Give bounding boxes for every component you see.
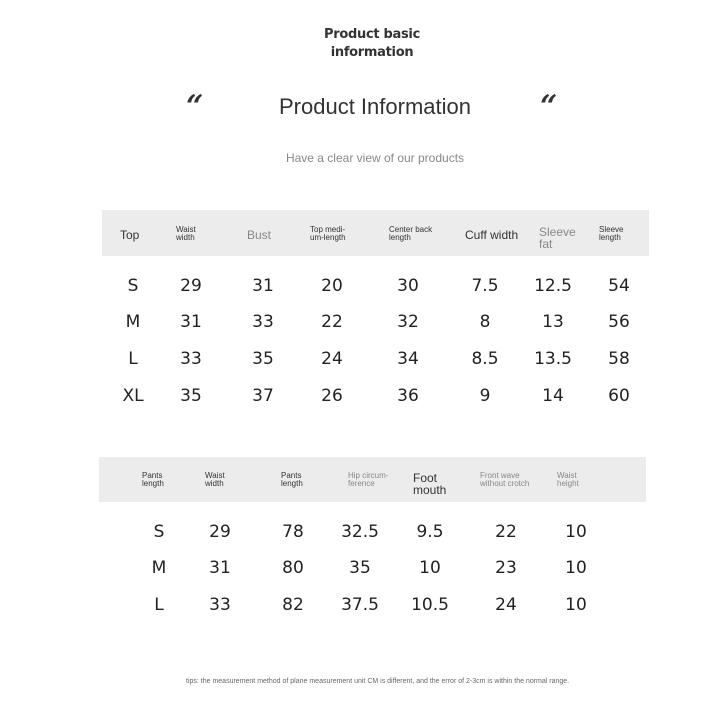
top-table-header-2-line: Bust [247,228,272,242]
top-table-cell: 22 [321,312,343,332]
bottom-table-header-6 [557,472,579,488]
top-table-header-1-line: width [176,233,195,242]
bottom-table-header-2-line: Pants [281,471,302,480]
top-table-cell: 35 [252,349,274,369]
bottom-table-cell: M [151,558,167,578]
top-table-header-7 [599,226,623,242]
top-table-cell: 8 [479,312,491,332]
bottom-table-header-3-line: Hip circum- [348,471,389,480]
bottom-table-cell: 10 [419,558,441,578]
top-table-cell: L [128,349,138,369]
bottom-table-cell: 78 [282,522,304,542]
bottom-table-cell: 35 [349,558,371,578]
top-table-cell: 31 [180,312,202,332]
bottom-table-header-0-line: Pants [142,471,163,480]
top-table-header-0 [120,229,139,241]
bottom-table-cell: L [154,595,164,615]
bottom-table-header-5-line: without crotch [480,479,530,488]
top-table-header-3-line: Top medi- [310,225,346,234]
bottom-table-header-6-line: height [557,479,579,488]
bottom-table-cell: 22 [495,522,517,542]
bottom-table-cell: 10 [565,595,587,615]
bottom-table-header-1-line: Waist [205,471,225,480]
top-table-cell: 33 [180,349,202,369]
bottom-table-cell: 33 [209,595,231,615]
top-table-cell: 9 [479,386,491,406]
top-table-cell: S [127,276,139,296]
top-table-header-4-line: length [389,233,411,242]
top-table-header-7-line: length [599,233,621,242]
top-table-cell: 7.5 [471,276,499,296]
top-table-header-2 [247,229,271,241]
bottom-table-header-2 [281,472,303,488]
bottom-table-cell: S [153,522,165,542]
bottom-table-cell: 24 [495,595,517,615]
top-table-cell: 24 [321,349,343,369]
bottom-table-cell: 80 [282,558,304,578]
top-table-header-5-line: Cuff width [465,228,519,242]
bottom-table-cell: 32.5 [341,522,379,542]
bottom-table-header-3-line: ference [348,479,375,488]
bottom-table-header-4-line: mouth [413,483,447,497]
bottom-table-header-4 [413,472,446,496]
bottom-table-header-2-line: length [281,479,303,488]
bottom-table-header-0-line: length [142,479,164,488]
top-table-header-6-line: Sleeve [539,225,576,239]
top-table-cell: 12.5 [534,276,572,296]
top-table-cell: M [125,312,141,332]
top-table-cell: 56 [608,312,630,332]
top-table-header-5 [465,229,518,241]
top-table-header-1 [176,226,196,242]
top-table-header-6-line: fat [539,237,553,251]
top-table-header-3 [310,226,346,242]
basic-info-line-2: information [330,45,414,60]
top-table-cell: 58 [608,349,630,369]
top-table-cell: 35 [180,386,202,406]
bottom-table-header-5 [480,472,529,488]
page-subtitle: Have a clear view of our products [285,151,465,165]
bottom-table-cell: 31 [209,558,231,578]
bottom-table-header-1-line: width [205,479,224,488]
bottom-table-header-3 [348,472,388,488]
top-table-cell: 13 [542,312,564,332]
bottom-table-cell: 23 [495,558,517,578]
top-table-header-3-line: um-length [310,233,346,242]
bottom-table-header-0 [142,472,164,488]
bottom-table-cell: 9.5 [416,522,444,542]
top-table-cell: 54 [608,276,630,296]
tips-note: tips: the measurement method of plane measurement unit CM is different, and the error of 2-3cm is within the normal range. [186,678,570,685]
bottom-table-cell: 37.5 [341,595,379,615]
product-basic-info-heading [0,26,724,62]
top-table-header-1-line: Waist [176,225,196,234]
bottom-table-cell: 82 [282,595,304,615]
basic-info-line-1: Product basic [324,27,420,42]
top-table-cell: 33 [252,312,274,332]
bottom-table-header-4-line: Foot [413,471,438,485]
top-table-cell: 14 [542,386,564,406]
bottom-table-cell: 10 [565,522,587,542]
bottom-table-header-5-line: Front wave [480,471,520,480]
left-quote-mark: “ [186,89,204,124]
top-table-header-4 [389,226,432,242]
top-table-cell: 20 [321,276,343,296]
top-table-header-4-line: Center back [389,225,433,234]
right-quote-mark: “ [540,89,558,124]
top-table-cell: XL [122,386,144,406]
top-table-cell: 34 [397,349,419,369]
top-table-cell: 29 [180,276,202,296]
top-table-cell: 26 [321,386,343,406]
top-table-cell: 32 [397,312,419,332]
top-table-header-0-line: Top [120,228,140,242]
bottom-table-header-6-line: Waist [557,471,577,480]
bottom-table-cell: 10.5 [411,595,449,615]
top-table-cell: 31 [252,276,274,296]
top-table-cell: 30 [397,276,419,296]
top-table-cell: 8.5 [471,349,499,369]
top-table-cell: 37 [252,386,274,406]
top-table-cell: 13.5 [534,349,572,369]
top-table-header-6 [539,226,576,250]
bottom-table-header-1 [205,472,225,488]
page-title: Product Information [279,94,471,119]
top-table-header-7-line: Sleeve [599,225,624,234]
top-table-cell: 60 [608,386,630,406]
bottom-table-cell: 10 [565,558,587,578]
top-table-cell: 36 [397,386,419,406]
bottom-table-cell: 29 [209,522,231,542]
